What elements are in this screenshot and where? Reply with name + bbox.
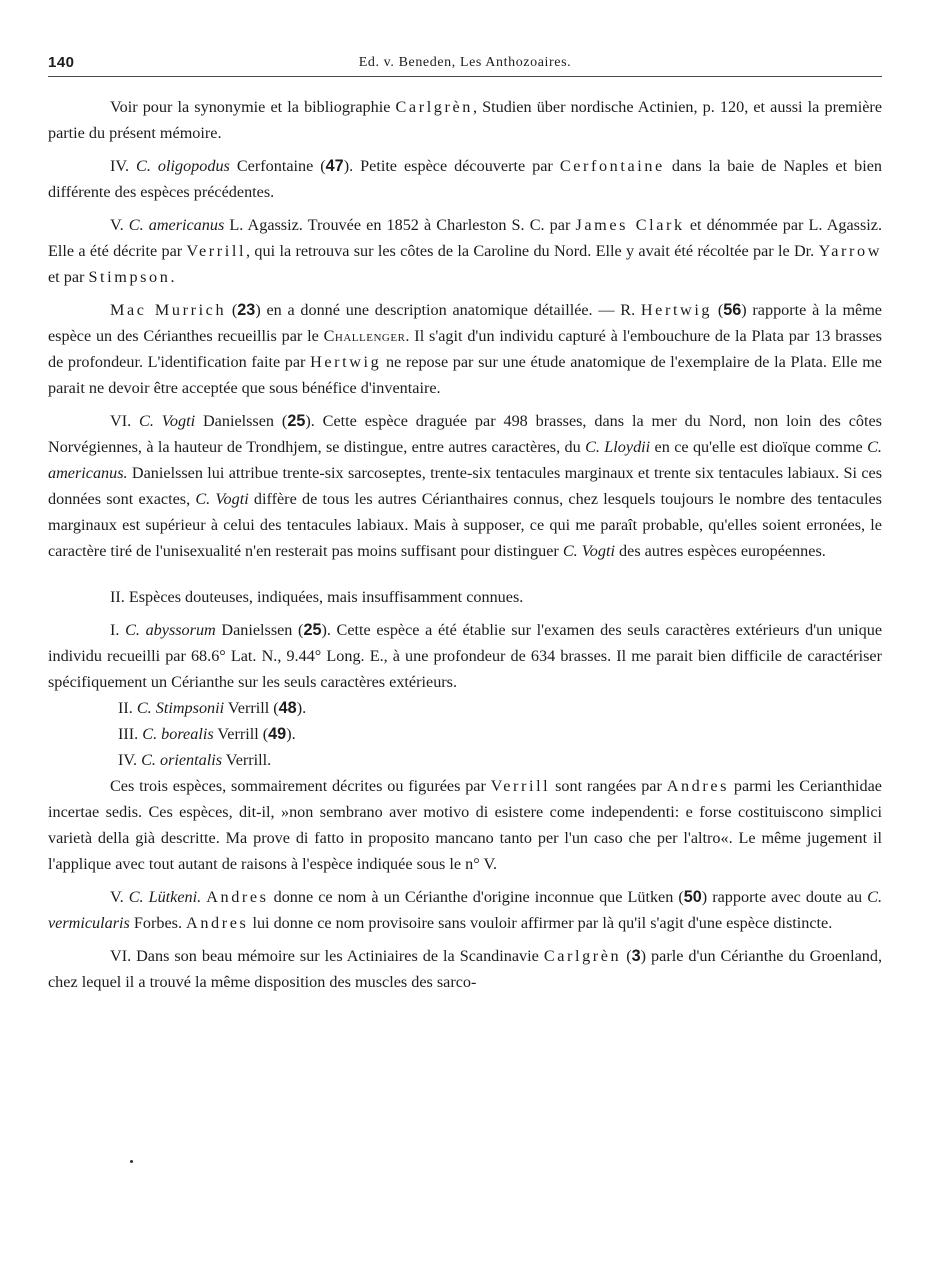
text-run: Verrill. [222,751,272,769]
text-run: V. [110,888,129,906]
paragraph-verrill-species [48,773,882,877]
text-run: ( [712,301,724,319]
species-name: C. Vogti [139,412,196,430]
text-run: donne ce nom à un Cérianthe d'origine inconnue que [268,888,628,906]
page-body [48,94,882,995]
reference-number: 25 [287,412,306,430]
paragraph-lutkeni [48,884,882,936]
text-run: Forbes. [129,914,187,932]
text-run: Danielssen ( [195,412,288,430]
paragraph-synonymy [48,94,882,146]
text-run: IV. [110,157,137,175]
ship-name: Challenger [323,327,406,345]
reference-number: 3 [631,947,641,965]
species-name: C. abyssorum [125,621,216,639]
text-run: ( [621,947,632,965]
list-item-stimpsonii [48,695,882,721]
text-run: Danielssen lui attribue trente-six sarcoseptes, trente-six tentacules marginaux et trente six tentacules labiaux. Si ces données sont exactes, [48,464,882,508]
paragraph-abyssorum [48,617,882,695]
paragraph-vogti [48,408,882,564]
species-name: C. Lloydii [585,438,651,456]
page-number: 140 [48,54,75,71]
text-run: VI. Dans son beau mémoire sur les Actiniaires de la Scandinavie [110,947,544,965]
reference-number: 50 [683,888,702,906]
text-run: et par [48,268,89,286]
reference-number: 25 [303,621,322,639]
text-run: ) rapporte avec doute au [701,888,868,906]
author-name: Hertwig [310,353,382,371]
list-item-borealis [48,721,882,747]
author-name: Carlgrèn [395,98,473,116]
text-run: L. Agassiz. Trouvée en 1852 à Charleston S. C. par [224,216,576,234]
text-run: diffère de tous les autres Cérianthaires connus, chez lesquels toujours le nombre des tentacules marginaux est supérieur à celui des tentacules labiaux. Mais à supposer, ce qui me paraît probable, qu'elles soient erronées, le caractère tiré de l'unisexualité n'en resterait pas moins suffisant pour distinguer [48,490,882,560]
text-run: II. [118,699,137,717]
text-run: V. [110,216,129,234]
author-name: James Clark [575,216,685,234]
paragraph-groenland [48,943,882,995]
text-run: Verrill ( [224,699,279,717]
author-name: Hertwig [640,301,713,319]
section-heading-doubtful-species: II. Espèces douteuses, indiquées, mais insuffisamment connues. [110,588,524,606]
paragraph-oligopodus [48,153,882,205]
text-run: Voir pour la synonymie et la bibliographie [110,98,396,116]
header-rule [48,76,882,77]
text-run: ). Petite espèce découverte par [343,157,560,175]
text-run: VI. [110,412,140,430]
author-name: Andres [186,914,249,932]
text-run: Ces trois espèces, sommairement décrites ou figurées par [110,777,491,795]
author-name: Carlgrèn [543,947,622,965]
text-run: ). [296,699,307,717]
text-run: et dénommée par L. Agassiz. Elle a été décrite par [48,216,882,260]
species-name: C. orientalis [141,751,223,769]
list-item-orientalis [48,747,882,773]
author-name: Verrill [490,777,551,795]
text-run: sont rangées par [550,777,667,795]
text-run: en ce qu'elle est dioïque comme [650,438,868,456]
species-name: C. Stimpsonii [136,699,225,717]
author-name: Yarrow [818,242,882,260]
author-name: Mac Murrich [110,301,227,319]
species-name: C. oligopodus [136,157,230,175]
reference-number: 56 [723,301,742,319]
author-name: Stimpson [88,268,171,286]
species-name: C. Vogti [562,542,615,560]
text-run: Danielssen ( [215,621,304,639]
text-run: lui donne ce nom provisoire sans vouloir affirmer par là qu'il s'agit d'une espèce distincte. [248,914,833,932]
species-name: C. americanus [128,216,225,234]
text-run: , qui la retrouva sur les côtes de la Caroline du Nord. Elle y avait été récoltée par le Dr. [246,242,819,260]
text-run: ). Cette espèce draguée par 498 brasses, dans la mer du Nord, non loin des côtes Norvégiennes, à la hauteur de Trondhjem, se distingue, entre autres caractères, du [48,412,882,456]
text-run: IV. [118,751,142,769]
text-run: . [170,268,175,286]
paragraph-americanus [48,212,882,290]
text-run: Cerfontaine ( [229,157,326,175]
text-run: parmi les Cerianthidae incertae sedis. Ces espèces, dit-il, »non sembrano aver motivo di esistere come independenti: e forse costituiscono simplici varietà della già descritte. Ma prove di fatto in proposito mancano tanto per l'un caso che per l'altro«. Le même jugement il l'applique avec tout autant de raisons à l'espèce indiquée sous le n° V. [48,777,882,873]
text-run: , Studien über nordische Actinien, p. 120, et aussi la première partie du présent mémoire. [48,98,882,142]
text-run: dans la baie de Naples et bien différente des espèces précédentes. [48,157,882,201]
author-name: Lütken [627,888,674,906]
text-run: . Il s'agit d'un individu capturé à l'embouchure de la Plata par 13 brasses de profondeur. L'identification faite par [48,327,882,371]
author-name: Verrill [186,242,247,260]
page-header [48,54,882,76]
text-run: ( [673,888,684,906]
text-run: ) parle d'un Cérianthe du Groenland, chez lequel il a trouvé la même disposition des muscles des sarco- [48,947,883,991]
text-run: ). Cette espèce a été établie sur l'examen des seuls caractères extérieurs d'un unique individu recueilli par 68.6° Lat. N., 9.44° Long. E., à une profondeur de 634 brasses. Il me parait bien difficile de caractériser spécifiquement un Cérianthe sur les seuls caractères extérieurs. [48,621,883,691]
reference-number: 48 [278,699,297,717]
species-name: C. americanus. [48,438,882,482]
paragraph-macmurrich [48,297,882,401]
author-name: Andres [206,888,269,906]
text-run: ) en a donné une description anatomique détaillée. — R. [255,301,641,319]
text-run: ( [226,301,238,319]
running-title: Ed. v. Beneden, Les Anthozoaires. [358,55,572,70]
species-name: C. Lütkeni. [128,888,202,906]
reference-number: 23 [237,301,256,319]
reference-number: 49 [268,725,287,743]
text-run: ne repose par sur une étude anatomique de l'exemplaire de la Plata. Elle me parait ne devoir être acceptée que sous bénéfice d'inventaire. [48,353,882,397]
author-name: Andres [666,777,730,795]
species-name: C. Vogti [195,490,249,508]
reference-number: 47 [325,157,344,175]
text-run: III. [118,725,143,743]
species-name: C. borealis [142,725,214,743]
text-run: ). [286,725,296,743]
text-run: I. [110,621,126,639]
text-run: des autres espèces européennes. [615,542,826,560]
text-run: Verrill ( [213,725,269,743]
ink-speck [130,1160,133,1163]
text-run: ) rapporte à la même espèce un des Cérianthes recueillis par le [48,301,882,345]
species-name: C. vermicularis [48,888,883,932]
author-name: Cerfontaine [559,157,665,175]
